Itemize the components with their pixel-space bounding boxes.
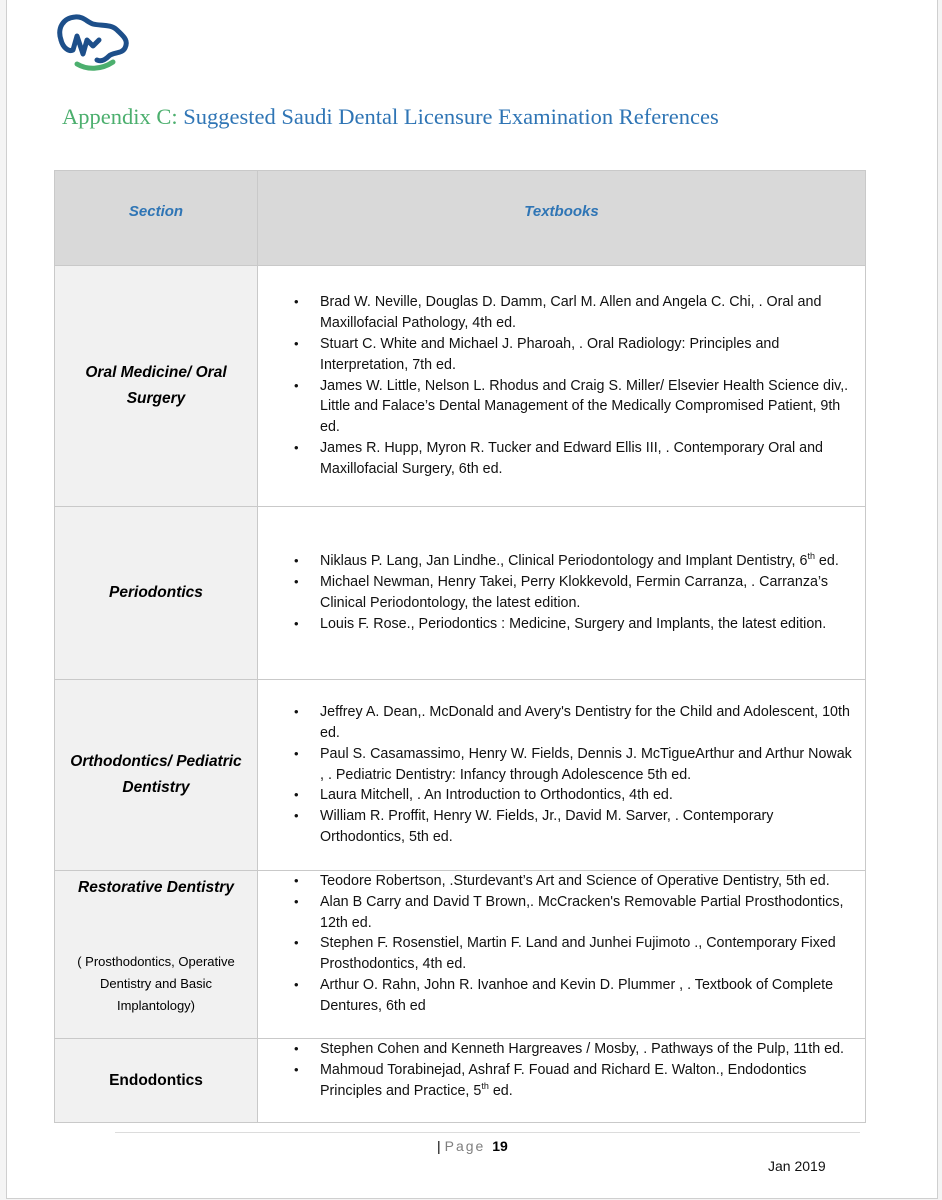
textbook-list [258, 551, 865, 634]
edition-superscript: th [807, 551, 815, 562]
textbook-item: • Louis F. Rose., Periodontics : Medicine, Surgery and Implants, the latest edition. [320, 614, 865, 635]
footer-date: Jan 2019 [768, 1158, 826, 1174]
page-title [62, 104, 719, 130]
textbook-item: • James W. Little, Nelson L. Rhodus and Craig S. Miller/ Elsevier Health Science div,. Little and Falace’s Dental Management of the Medically Compromised Patient, 9th ed. [320, 376, 865, 438]
textbook-item: • Stuart C. White and Michael J. Pharoah, . Oral Radiology: Principles and Interpretation, 7th ed. [320, 334, 865, 376]
title-text: Suggested Saudi Dental Licensure Examination References [177, 104, 719, 129]
textbooks-cell [258, 680, 866, 871]
textbook-text: Niklaus P. Lang, Jan Lindhe., Clinical Periodontology and Implant Dentistry, 6 [320, 553, 808, 570]
textbooks-cell [258, 507, 866, 680]
textbook-item: • William R. Proffit, Henry W. Fields, Jr., David M. Sarver, . Contemporary Orthodontics, 5th ed. [320, 806, 865, 848]
footer-divider [115, 1132, 860, 1133]
textbook-item: • Brad W. Neville, Douglas D. Damm, Carl M. Allen and Angela C. Chi, . Oral and Maxillofacial Pathology, 4th ed. [320, 292, 865, 334]
textbooks-cell [258, 871, 866, 1039]
page-number [437, 1138, 508, 1154]
section-name: Oral Medicine/ Oral Surgery [85, 364, 227, 407]
page-number-value: 19 [492, 1138, 508, 1154]
section-name: Restorative Dentistry [78, 879, 234, 896]
references-table [54, 170, 866, 1123]
section-subtitle: ( Prosthodontics, Operative Dentistry and Basic Implantology) [77, 954, 235, 1013]
heartbeat-map-logo-icon [53, 10, 129, 76]
textbook-item: • Arthur O. Rahn, John R. Ivanhoe and Kevin D. Plummer , . Textbook of Complete Dentures, 6th ed [320, 975, 865, 1017]
textbook-item: • Michael Newman, Henry Takei, Perry Klokkevold, Fermin Carranza, . Carranza’s Clinical Periodontology, the latest edition. [320, 572, 865, 614]
table-row [55, 871, 866, 1039]
section-name: Orthodontics/ Pediatric Dentistry [70, 753, 242, 796]
section-cell [55, 871, 258, 1039]
table-header-row [55, 171, 866, 266]
textbook-item: • Paul S. Casamassimo, Henry W. Fields, Dennis J. McTigueArthur and Arthur Nowak , . Pediatric Dentistry: Infancy through Adolescence 5th ed. [320, 744, 865, 786]
textbooks-cell [258, 1039, 866, 1123]
section-cell [55, 507, 258, 680]
section-name: Endodontics [109, 1071, 203, 1089]
textbook-list [258, 1039, 865, 1101]
section-name: Periodontics [109, 584, 203, 601]
table-row [55, 266, 866, 507]
page-bar: | [437, 1138, 441, 1154]
textbook-text: Mahmoud Torabinejad, Ashraf F. Fouad and Richard E. Walton., Endodontics Principles and Practice, 5 [320, 1061, 807, 1099]
edition-superscript: th [481, 1080, 489, 1091]
page-label: Page [444, 1138, 486, 1154]
table-row [55, 507, 866, 680]
textbook-item [320, 1060, 865, 1102]
textbook-item: • Stephen Cohen and Kenneth Hargreaves / Mosby, . Pathways of the Pulp, 11th ed. [320, 1039, 865, 1060]
textbook-item: • Laura Mitchell, . An Introduction to Orthodontics, 4th ed. [320, 785, 865, 806]
section-cell [55, 680, 258, 871]
textbook-item [320, 551, 865, 572]
textbook-text-tail: ed. [488, 1082, 513, 1099]
document-page [6, 0, 938, 1199]
table-row [55, 680, 866, 871]
textbooks-cell [258, 266, 866, 507]
header-section: Section [55, 171, 258, 266]
title-appendix-label: Appendix C: [62, 104, 178, 129]
textbook-list [258, 702, 865, 848]
header-textbooks: Textbooks [258, 171, 866, 266]
table-row [55, 1039, 866, 1123]
section-cell [55, 266, 258, 507]
textbook-item: • Alan B Carry and David T Brown,. McCracken's Removable Partial Prosthodontics, 12th ed. [320, 892, 865, 934]
textbook-item: • Stephen F. Rosenstiel, Martin F. Land and Junhei Fujimoto ., Contemporary Fixed Prosthodontics, 4th ed. [320, 933, 865, 975]
section-cell [55, 1039, 258, 1123]
textbook-list [258, 871, 865, 1017]
textbook-item: • Jeffrey A. Dean,. McDonald and Avery's Dentistry for the Child and Adolescent, 10th ed. [320, 702, 865, 744]
textbook-item: • James R. Hupp, Myron R. Tucker and Edward Ellis III, . Contemporary Oral and Maxillofacial Surgery, 6th ed. [320, 438, 865, 480]
textbook-item: • Teodore Robertson, .Sturdevant’s Art and Science of Operative Dentistry, 5th ed. [320, 871, 865, 892]
textbook-list [258, 292, 865, 479]
textbook-text-tail: ed. [814, 553, 839, 570]
